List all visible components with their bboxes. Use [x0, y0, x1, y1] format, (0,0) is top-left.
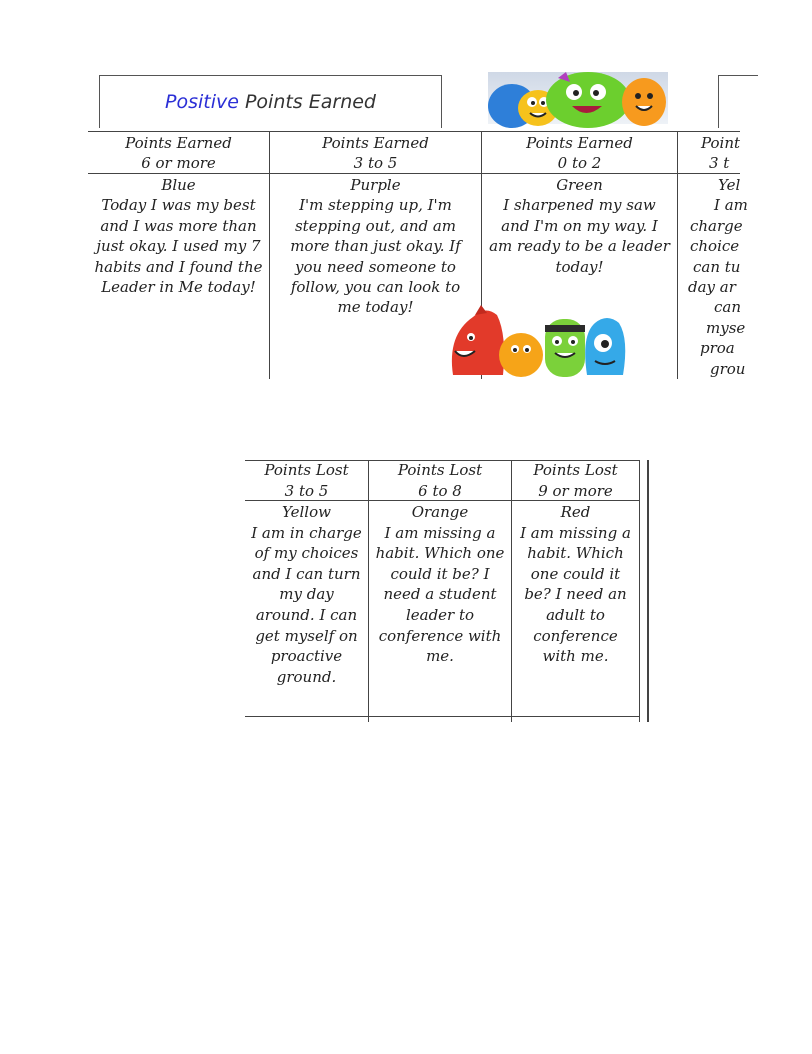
header-range: 3 to 5: [284, 481, 329, 500]
lost-cell-red: [512, 502, 639, 667]
desc-line-7: proa: [700, 339, 735, 358]
level-color: Green: [556, 176, 603, 194]
desc-line-2: choice: [690, 237, 740, 256]
points-lost-table: [245, 460, 651, 722]
lost-cell-orange: [369, 502, 511, 667]
level-color: Orange: [411, 503, 469, 521]
level-description: Today I was my best and I was more than just okay. I used my 7 habits and I found the Leader in Me today!: [94, 196, 263, 297]
level-description: I sharpened my saw and I'm on my way. I am ready to be a leader today!: [489, 196, 670, 276]
header-range: 6 or more: [141, 154, 216, 173]
header-range: 3 to 5: [353, 154, 398, 173]
desc-line-0: I am: [714, 196, 748, 215]
earned-cell-green: [482, 175, 677, 277]
title-box: [99, 75, 442, 128]
header-range: 0 to 2: [557, 154, 602, 173]
lost-col-divider-3: [639, 460, 640, 722]
header-label: Points Lost: [397, 461, 483, 479]
earned-header-purple: [270, 133, 481, 174]
header-range: 9 or more: [538, 481, 613, 500]
level-color: Purple: [350, 176, 401, 194]
header-label: Points Lost: [264, 461, 349, 479]
lost-bottom-divider: [245, 716, 640, 717]
monster-illustration-bottom: [445, 305, 627, 377]
lost-cell-yellow: [245, 502, 368, 687]
earned-header-yellow-cut: [701, 133, 781, 174]
lost-outer-border: [647, 460, 649, 722]
monster-illustration-top: [488, 72, 668, 124]
level-color: Yellow: [282, 503, 331, 521]
desc-line-6: myse: [706, 318, 746, 337]
header-label: Points Earned: [526, 134, 633, 152]
earned-cell-purple: [270, 175, 481, 318]
lost-header-yellow: [245, 460, 368, 501]
title-highlight: Positive: [164, 91, 239, 113]
header-label: Points Earned: [322, 134, 429, 152]
desc-line-5: can: [714, 298, 742, 317]
earned-header-green: [482, 133, 677, 174]
header-label: Point: [701, 134, 741, 152]
points-earned-table: [88, 131, 748, 379]
level-color: Yel: [718, 176, 741, 194]
desc-line-3: can tu: [693, 257, 741, 276]
desc-line-4: day ar: [688, 278, 736, 297]
level-description: I'm stepping up, I'm stepping out, and am more than just okay. If you need someone to follow, you can look to me today!: [290, 196, 461, 317]
lost-header-orange: [369, 460, 511, 501]
earned-header-blue: [88, 133, 269, 174]
level-description: I am in charge of my choices and I can turn my day around. I can get myself on proactive ground.: [251, 523, 362, 686]
level-description: I am missing a habit. Which one could it be? I need an adult to conference with me.: [520, 523, 631, 666]
title-rest: Points Earned: [244, 91, 376, 113]
header-range: 3 t: [709, 154, 730, 173]
earned-cell-blue: [88, 175, 269, 297]
level-color: Red: [560, 503, 591, 521]
desc-line-1: charge: [690, 216, 743, 235]
desc-line-8: grou: [710, 359, 746, 378]
header-label: Points Lost: [533, 461, 618, 479]
earned-cell-yellow-cut: [678, 175, 748, 379]
header-label: Points Earned: [125, 134, 232, 152]
lost-header-red: [512, 460, 639, 501]
header-range: 6 to 8: [418, 481, 462, 500]
level-description: I am missing a habit. Which one could it be? I need a student leader to conference with me.: [375, 523, 505, 666]
right-title-box-fragment: [718, 75, 758, 128]
level-color: Blue: [161, 176, 196, 194]
earned-top-border: [88, 131, 740, 132]
